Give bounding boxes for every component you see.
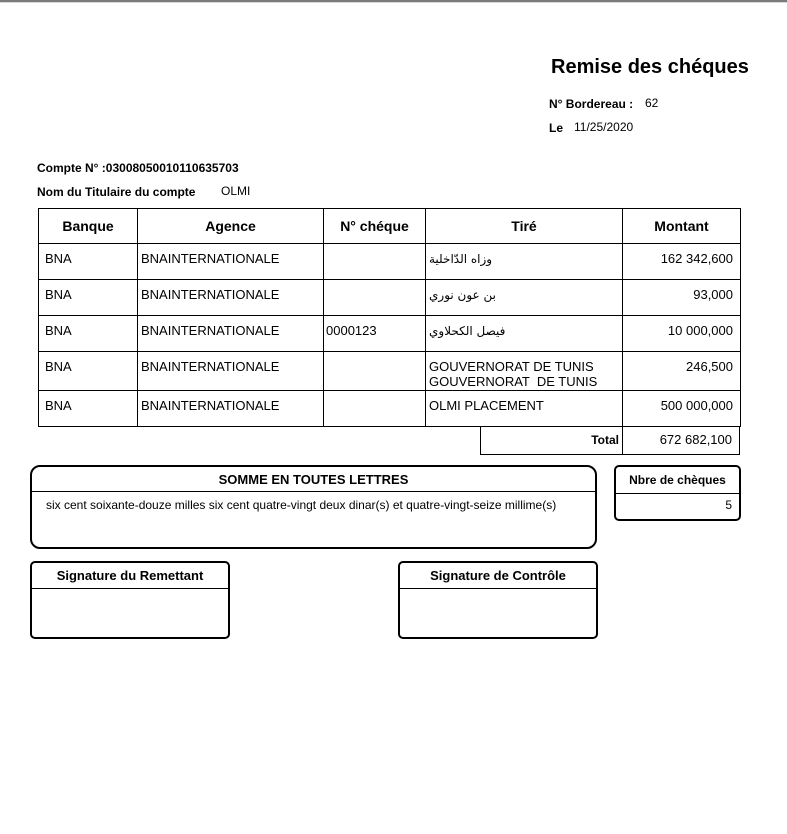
cell-tire — [426, 244, 623, 280]
amount-in-words-box — [30, 465, 597, 549]
cell-banque: BNA — [39, 316, 138, 352]
col-header-montant: Montant — [623, 209, 741, 244]
cell-numero — [324, 244, 426, 280]
amount-in-words-text: six cent soixante-douze milles six cent quatre-vingt deux dinar(s) et quatre-vingt-seize millime(s) — [46, 498, 557, 512]
account-number-value: 03008050010110635703 — [105, 161, 239, 175]
signature-remettant-header: Signature du Remettant — [32, 563, 228, 589]
signature-controle-header: Signature de Contrôle — [400, 563, 596, 589]
signature-remettant-box — [30, 561, 230, 639]
cell-agence: BNAINTERNATIONALE — [138, 280, 324, 316]
holder-label: Nom du Titulaire du compte — [37, 185, 196, 199]
table-row — [39, 244, 741, 280]
cell-tire — [426, 316, 623, 352]
window-top-border-shadow — [0, 2, 787, 3]
table-header-row — [39, 209, 741, 244]
cell-agence: BNAINTERNATIONALE — [138, 316, 324, 352]
cell-montant: 246,500 — [623, 352, 741, 391]
bordereau-label: N° Bordereau : — [549, 97, 634, 111]
table-row — [39, 391, 741, 427]
total-label: Total — [591, 433, 619, 447]
cell-tire — [426, 280, 623, 316]
col-header-numero: N° chéque — [324, 209, 426, 244]
cell-montant: 10 000,000 — [623, 316, 741, 352]
col-header-tire: Tiré — [426, 209, 623, 244]
cell-agence: BNAINTERNATIONALE — [138, 352, 324, 391]
table-row — [39, 316, 741, 352]
cell-montant: 93,000 — [623, 280, 741, 316]
document-title: Remise des chéques — [551, 56, 749, 78]
account-number-label: Compte N° : — [37, 161, 106, 175]
cell-agence: BNAINTERNATIONALE — [138, 391, 324, 427]
cell-tire-text: وزاه الدّاخلية — [429, 252, 493, 266]
cell-numero — [324, 280, 426, 316]
cell-tire-line1: GOUVERNORAT DE TUNIS — [429, 359, 594, 374]
cell-tire-line2: GOUVERNORAT DE TUNIS — [429, 374, 598, 389]
cell-banque: BNA — [39, 280, 138, 316]
date-value: 11/25/2020 — [574, 120, 634, 134]
bordereau-value: 62 — [645, 96, 659, 110]
signature-controle-box — [398, 561, 598, 639]
total-value: 672 682,100 — [659, 432, 732, 447]
cheque-count-value: 5 — [725, 498, 732, 512]
cell-montant: 500 000,000 — [623, 391, 741, 427]
cell-tire: OLMI PLACEMENT — [426, 391, 623, 427]
cell-tire-text: فيصل الكحلاوي — [429, 324, 506, 338]
cell-tire-text: بن عون نوري — [429, 288, 497, 302]
cell-tire — [426, 352, 623, 391]
cheque-count-box — [614, 465, 741, 521]
account-number — [37, 161, 239, 175]
cell-montant: 162 342,600 — [623, 244, 741, 280]
total-divider — [622, 427, 623, 454]
holder-value: OLMI — [221, 184, 251, 198]
cell-numero — [324, 391, 426, 427]
amount-in-words-header: SOMME EN TOUTES LETTRES — [32, 467, 595, 492]
cell-numero: 0000123 — [324, 316, 426, 352]
cheques-table — [38, 208, 741, 427]
cell-banque: BNA — [39, 244, 138, 280]
table-row — [39, 280, 741, 316]
col-header-banque: Banque — [39, 209, 138, 244]
table-row — [39, 352, 741, 391]
cell-banque: BNA — [39, 391, 138, 427]
cell-agence: BNAINTERNATIONALE — [138, 244, 324, 280]
date-label: Le — [549, 121, 564, 135]
cell-banque: BNA — [39, 352, 138, 391]
cell-numero — [324, 352, 426, 391]
cheque-count-header: Nbre de chèques — [616, 467, 739, 494]
total-box — [480, 426, 740, 455]
col-header-agence: Agence — [138, 209, 324, 244]
